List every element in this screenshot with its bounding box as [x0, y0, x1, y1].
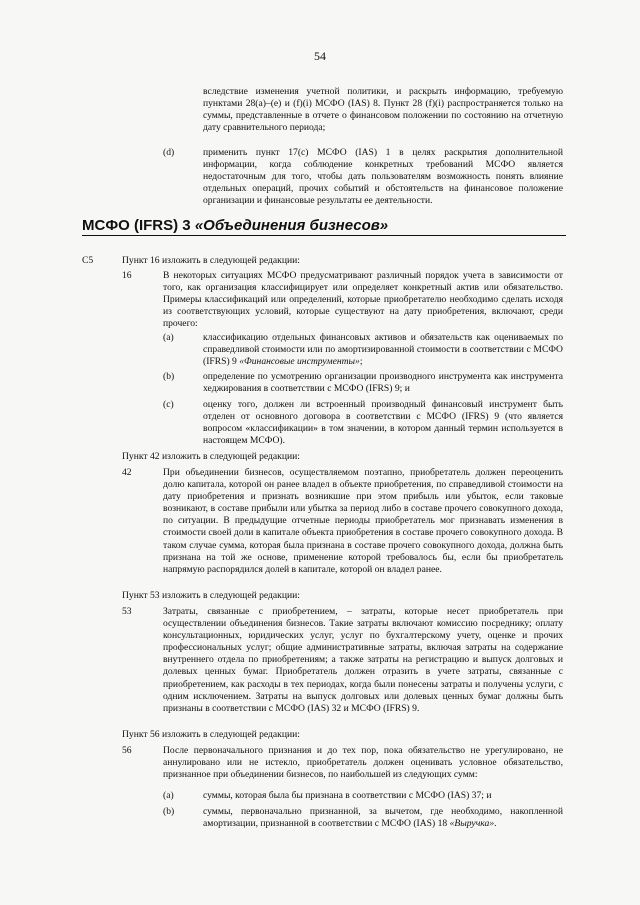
item-label-c: (c)	[163, 399, 174, 410]
heading-title: «Объединения бизнесов»	[194, 217, 389, 234]
para-number-42: 42	[122, 467, 132, 478]
section-label-c5: C5	[82, 255, 94, 266]
item-a-end: ;	[359, 356, 363, 368]
para-53-text: Затраты, связанные с приобретением, – затраты, которые несет приобретатель при осуществлении объединения бизнесов. Такие затраты включают комиссию посреднику; оплату консультационных, юридических услуг, услуг по бухгалтерскому учету, оценке и прочих профессиональных услуг; общие административные затраты, включая затраты на содержание внутреннего отдела по приобретениям; а также затраты на регистрацию и выпуск долговых и долевых ценных бумаг. Приобретатель должен отразить в учете затраты, связанные с приобретением, как расходы в тех периодах, когда были понесены затраты и получены услуги, с одним исключением. Затраты на выпуск долговых или долевых ценных бумаг должны быть признаны в соответствии с МСФО (IAS) 32 и МСФО (IFRS) 9.	[163, 606, 563, 714]
item-a-italic: «Финансовые инструменты»	[239, 356, 360, 368]
item-56b-italic: «Выручка»	[449, 818, 495, 830]
continued-text: вследствие изменения учетной политики, и раскрыть информацию, требуемую пунктами 28(a)–(e) и (f)(i) МСФО (IAS) 8. Пункт 28 (f)(i) распространяется только на суммы, представленные в отчете о финансовом положении по состоянию на отчетную дату сравнительного периода;	[203, 86, 563, 134]
heading-prefix: МСФО (IFRS) 3	[82, 217, 195, 234]
page-number: 54	[314, 49, 326, 63]
item-c-text: оценку того, должен ли встроенный производный финансовый инструмент быть отделен от основного договора в соответствии с МСФО (IFRS) 9 (что является вопросом «классификации» в том значении, в котором данный термин используется в настоящем МСФО).	[203, 399, 563, 447]
intro-para16: Пункт 16 изложить в следующей редакции:	[122, 255, 300, 266]
item-56b-text	[203, 806, 563, 830]
item-56a-text: суммы, которая была бы признана в соответствии с МСФО (IAS) 37; и	[203, 790, 492, 801]
para-16-text: В некоторых ситуациях МСФО предусматривают различный порядок учета в зависимости от того, как организация классифицирует или определяет конкретный актив или обязательство. Примеры классификаций или определений, которые приобретателю необходимо сделать исходя из соответствующих условий, которые существуют на дату приобретения, включают, среди прочего:	[163, 270, 563, 330]
item-56b-body: суммы, первоначально признанной, за вычетом, где необходимо, накопленной амортизации, признанной в соответствии с МСФО (IAS) 18	[203, 806, 563, 830]
item-a-body: классификацию отдельных финансовых активов и обязательств как оцениваемых по справедливой стоимости или по амортизированной стоимости в соответствии с МСФО (IFRS) 9	[203, 332, 563, 368]
section-heading	[82, 217, 566, 236]
para-number-53: 53	[122, 606, 132, 617]
intro-para56: Пункт 56 изложить в следующей редакции:	[122, 729, 300, 740]
para-56-text: После первоначального признания и до тех пор, пока обязательство не урегулировано, не аннулировано или не истекло, приобретатель должен оценивать условное обязательство, признанное при объединении бизнесов, по наибольшей из следующих сумм:	[163, 745, 563, 781]
item-a-text	[203, 332, 563, 368]
item-label-b: (b)	[163, 371, 175, 382]
para-42-text: При объединении бизнесов, осуществляемом поэтапно, приобретатель должен переоценить долю капитала, которой он ранее владел в объекте приобретения, по справедливой стоимости на дату приобретения и признать возникшие при этом прибыль или убыток, если таковые возникают, в составе прибыли или убытка за период либо в составе прочего совокупного дохода, по ситуации. В предыдущие отчетные периоды приобретатель мог признавать изменения в стоимости своей доли в капитале объекта приобретения в составе прочего совокупного дохода. В таком случае сумма, которая была признана в составе прочего совокупного дохода, должна быть признана на той же основе, применение которой требовалось бы, если бы приобретатель напрямую распорядился долей в капитале, которой он владел ранее.	[163, 467, 563, 575]
item-d-text: применить пункт 17(c) МСФО (IAS) 1 в целях раскрытия дополнительной информации, когда соблюдение конкретных требований МСФО является недостаточным для того, чтобы дать пользователям возможность понять влияние отдельных операций, прочих событий и обстоятельств на финансовое положение организации и финансовые результаты ее деятельности.	[203, 147, 563, 207]
item-56b-label: (b)	[163, 806, 175, 817]
item-label-d: (d)	[163, 147, 175, 158]
intro-para42: Пункт 42 изложить в следующей редакции:	[122, 451, 300, 462]
intro-para53: Пункт 53 изложить в следующей редакции:	[122, 590, 300, 601]
item-56a-label: (a)	[163, 790, 174, 801]
para-number-56: 56	[122, 745, 132, 756]
para-number-16: 16	[122, 270, 132, 281]
item-56b-end: .	[494, 818, 497, 830]
item-label-a: (a)	[163, 332, 174, 343]
item-b-text: определение по усмотрению организации производного инструмента как инструмента хеджирования в соответствии с МСФО (IFRS) 9; и	[203, 371, 563, 395]
